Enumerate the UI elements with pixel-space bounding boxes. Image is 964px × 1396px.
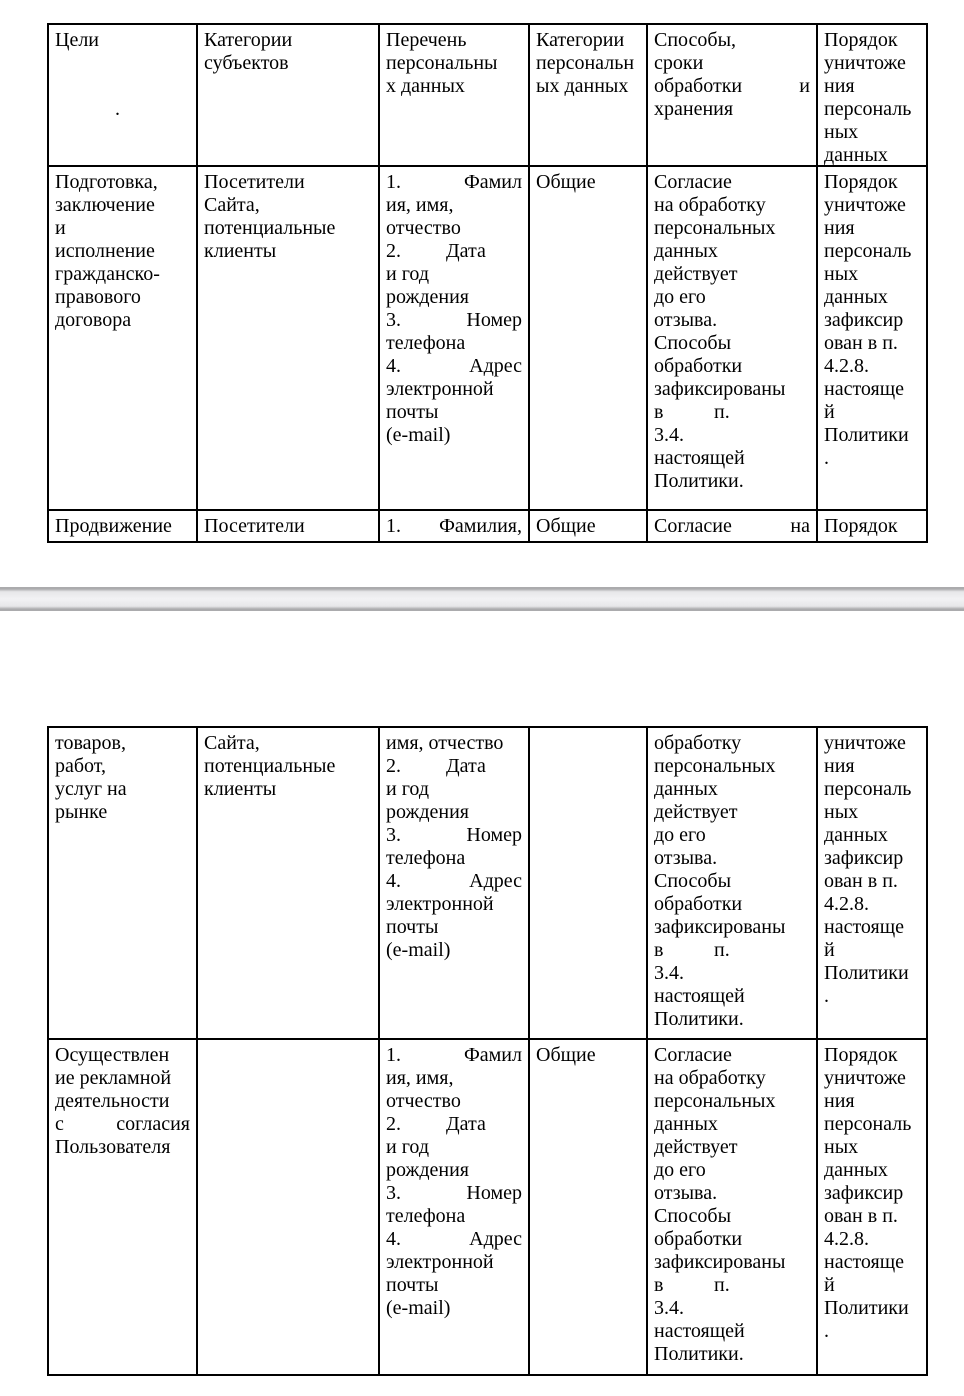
cell-line: зафиксир [824,309,904,331]
cell-line: 3. Номер [386,1182,522,1204]
cell-line: правового [55,286,141,308]
cell-line: Политики [824,962,909,984]
cell-line: ых данных [536,75,629,97]
cell-line: ных [824,121,859,143]
table-cell [530,511,648,541]
table-cell [648,167,818,509]
table-cell [198,511,380,541]
table-cell [530,25,648,165]
table-cell [530,728,648,1038]
table-cell [818,728,926,1038]
cell-line: с согласия [55,1113,190,1135]
cell-line: й [824,1274,835,1296]
cell-line: (e-mail) [386,424,451,446]
table-cell [49,1040,198,1374]
cell-line: ния [824,755,855,777]
cell-line: 2. Дата [386,1113,486,1135]
cell-line: телефона [386,1205,466,1227]
cell-line: Политики [824,424,909,446]
cell-line: Политики. [654,1343,744,1365]
policy-table-page-1 [47,23,928,543]
cell-line: Категории [204,29,293,51]
cell-line: зафиксированы [654,1251,786,1273]
cell-line: 4. Адрес [386,870,522,892]
cell-line: Подготовка, [55,171,158,193]
cell-line: ния [824,1090,855,1112]
cell-line: на обработку [654,194,766,216]
cell-line: 2. Дата [386,755,486,777]
table-cell [648,511,818,541]
cell-line: 1. Фамил [386,171,522,193]
cell-line: данных [824,144,888,165]
cell-line: ия, имя, [386,194,454,216]
cell-line: (e-mail) [386,939,451,961]
cell-line: хранения [654,98,734,120]
cell-line: Посетители [204,171,305,193]
cell-line: 4.2.8. [824,893,869,915]
cell-line: Цели [55,29,100,51]
cell-line: настояще [824,916,905,938]
cell-line: действует [654,263,738,285]
cell-line: персональ [824,778,912,800]
cell-line: Политики. [654,470,744,492]
cell-line: товаров, [55,732,126,754]
table-row [49,511,926,541]
cell-line: данных [824,286,888,308]
cell-line: имя, отчество [386,732,504,754]
table-row [49,1040,926,1374]
policy-table-page-2 [47,726,928,1376]
cell-line: Перечень [386,29,467,51]
cell-line: ния [824,75,855,97]
cell-line: телефона [386,847,466,869]
cell-line: настоящей [654,447,745,469]
cell-line: зафиксированы [654,378,786,400]
cell-line: рождения [386,286,469,308]
cell-line: сроки [654,52,704,74]
cell-line: настоящей [654,1320,745,1342]
cell-line: Порядок [824,1044,898,1066]
cell-line: почты [386,916,439,938]
table-cell [198,1040,380,1374]
cell-line [55,75,190,98]
cell-line: данных [824,1159,888,1181]
cell-line: ия, имя, [386,1067,454,1089]
cell-line: данных [654,240,718,262]
cell-line: отзыва. [654,1182,718,1204]
cell-line: действует [654,1136,738,1158]
cell-line: х данных [386,75,465,97]
cell-line: 4. Адрес [386,355,522,377]
cell-line: и год [386,1136,430,1158]
cell-line: персональ [824,240,912,262]
cell-line: . [824,1320,829,1342]
cell-line: настояще [824,378,905,400]
table-cell [380,25,530,165]
cell-line: Согласие [654,1044,732,1066]
table-cell [818,167,926,509]
cell-line: клиенты [204,778,277,800]
table-cell [49,25,198,165]
cell-line: зафиксир [824,847,904,869]
cell-line: рынке [55,801,108,823]
cell-line: в п. [654,401,730,423]
table-cell [198,25,380,165]
cell-line: Порядок [824,29,898,51]
table-cell [648,1040,818,1374]
cell-line: уничтоже [824,1067,906,1089]
cell-line: субъектов [204,52,289,74]
cell-line: 1. Фамилия, [386,515,522,537]
cell-line: настояще [824,1251,905,1273]
cell-line: данных [824,824,888,846]
cell-line: (e-mail) [386,1297,451,1319]
cell-line: персональных [654,1090,776,1112]
cell-line: Политики. [654,1008,744,1030]
cell-line: Общие [536,1044,596,1066]
cell-line: 4.2.8. [824,1228,869,1250]
cell-line: отчество [386,217,461,239]
cell-line: уничтоже [824,194,906,216]
cell-line: электронной [386,893,494,915]
cell-line: почты [386,1274,439,1296]
cell-line: данных [654,1113,718,1135]
cell-line: 2. Дата [386,240,486,262]
cell-line: отчество [386,1090,461,1112]
cell-line: Согласие на [654,515,810,537]
cell-line: Продвижение [55,515,172,537]
cell-line: 1. Фамил [386,1044,522,1066]
cell-line: Общие [536,515,596,537]
table-cell [49,167,198,509]
cell-line: ния [824,217,855,239]
cell-line: обработки [654,1228,743,1250]
table-cell [198,167,380,509]
cell-line: Политики [824,1297,909,1319]
cell-line: уничтоже [824,52,906,74]
cell-line: Посетители [204,515,305,537]
cell-line: ных [824,1136,859,1158]
cell-line: 3.4. [654,962,684,984]
cell-line: договора [55,309,132,331]
table-cell [530,1040,648,1374]
cell-line: до его [654,1159,706,1181]
cell-line: обработки [654,893,743,915]
cell-line: . [824,985,829,1007]
cell-line: зафиксированы [654,916,786,938]
cell-line: электронной [386,1251,494,1273]
table-cell [530,167,648,509]
cell-line: 4. Адрес [386,1228,522,1250]
table-row [49,167,926,511]
cell-line: Способы [654,870,732,892]
cell-line: услуг на [55,778,127,800]
cell-line: Осуществлен [55,1044,170,1066]
cell-line: до его [654,286,706,308]
cell-line: 3. Номер [386,309,522,331]
cell-line [55,52,190,75]
cell-line: клиенты [204,240,277,262]
cell-line: потенциальные [204,217,336,239]
cell-line: . [824,447,829,469]
cell-line: . [115,98,120,120]
cell-line: настоящей [654,985,745,1007]
cell-line: персональных [654,755,776,777]
cell-line: 3.4. [654,424,684,446]
cell-line: и год [386,778,430,800]
cell-line: в п. [654,939,730,961]
cell-line: ных [824,263,859,285]
cell-line: обработки и [654,75,810,97]
cell-line: ных [824,801,859,823]
cell-line: отзыва. [654,309,718,331]
cell-line: гражданско- [55,263,160,285]
table-row [49,728,926,1040]
table-cell [818,511,926,541]
cell-line: Согласие [654,171,732,193]
cell-line: ие рекламной [55,1067,172,1089]
cell-line: ован в п. [824,332,898,354]
cell-line: зафиксир [824,1182,904,1204]
table-cell [380,511,530,541]
cell-line: ован в п. [824,870,898,892]
cell-line: потенциальные [204,755,336,777]
cell-line: исполнение [55,240,155,262]
cell-line: персональн [536,52,635,74]
cell-line: обработки [654,355,743,377]
cell-line: Способы [654,332,732,354]
cell-line: телефона [386,332,466,354]
cell-line: Порядок [824,515,898,537]
table-cell [380,1040,530,1374]
cell-line: рождения [386,801,469,823]
cell-line: Категории [536,29,625,51]
cell-line: персональ [824,98,912,120]
table-cell [49,511,198,541]
cell-line: 3. Номер [386,824,522,846]
cell-line: персональны [386,52,498,74]
table-cell [49,728,198,1038]
cell-line: рождения [386,1159,469,1181]
cell-line: действует [654,801,738,823]
cell-line: отзыва. [654,847,718,869]
cell-line: ован в п. [824,1205,898,1227]
cell-line: Способы, [654,29,737,51]
table-cell [198,728,380,1038]
cell-line: й [824,939,835,961]
cell-line: Порядок [824,171,898,193]
table-cell [380,728,530,1038]
cell-line: деятельности [55,1090,170,1112]
cell-line: электронной [386,378,494,400]
table-cell [380,167,530,509]
cell-line: до его [654,824,706,846]
cell-line: почты [386,401,439,423]
cell-line: уничтоже [824,732,906,754]
cell-line: в п. [654,1274,730,1296]
cell-line: работ, [55,755,107,777]
cell-line: персональ [824,1113,912,1135]
cell-line: й [824,401,835,423]
cell-line: Общие [536,171,596,193]
cell-line: заключение [55,194,155,216]
cell-line: Пользователя [55,1136,171,1158]
cell-line: обработку [654,732,742,754]
cell-line: 4.2.8. [824,355,869,377]
cell-line: Способы [654,1205,732,1227]
cell-line: на обработку [654,1067,766,1089]
cell-line: Сайта, [204,194,260,216]
page-separator [0,587,964,611]
table-row [49,25,926,167]
table-cell [818,25,926,165]
table-cell [648,25,818,165]
cell-line: 3.4. [654,1297,684,1319]
cell-line: и [55,217,66,239]
cell-line: персональных [654,217,776,239]
table-cell [648,728,818,1038]
cell-line: и год [386,263,430,285]
table-cell [818,1040,926,1374]
cell-line: Сайта, [204,732,260,754]
cell-line: данных [654,778,718,800]
